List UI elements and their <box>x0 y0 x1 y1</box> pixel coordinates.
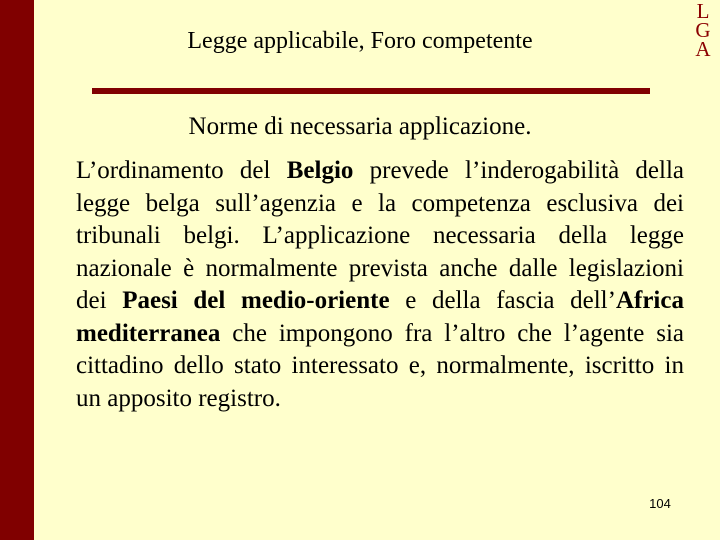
lga-logo <box>692 2 714 59</box>
body-text-segment: L’ordinamento del <box>76 157 287 184</box>
body-text-segment: che impongono fra l’altro che l’agente sia cittadino dello stato interessato e, normalmente, iscritto in un apposito registro. <box>76 319 684 412</box>
slide-body <box>76 155 684 415</box>
body-highlight-belgio: Belgio <box>286 157 354 184</box>
body-text-segment: e della fascia dell’ <box>389 287 616 314</box>
slide-subtitle: Norme di necessaria applicazione. <box>188 113 532 140</box>
body-text-segment: prevede l’inderogabilità della legge belga sull’agenzia e la competenza esclusiva dei tribunali belgi. L’applicazione necessaria della legge nazionale è normalmente prevista anche dalle legislazioni dei <box>76 157 685 314</box>
body-highlight-medio-oriente: Paesi del medio-oriente <box>122 287 390 314</box>
logo-letter-a: A <box>695 37 711 61</box>
logo-letter-l: L <box>696 0 710 23</box>
page-number: 104 <box>649 496 671 511</box>
slide-title: Legge applicabile, Foro competente <box>187 28 533 54</box>
body-highlight-africa: Africa mediterranea <box>76 287 684 347</box>
left-accent-bar <box>0 0 34 540</box>
title-divider <box>92 88 650 94</box>
logo-letter-g: G <box>695 18 711 42</box>
